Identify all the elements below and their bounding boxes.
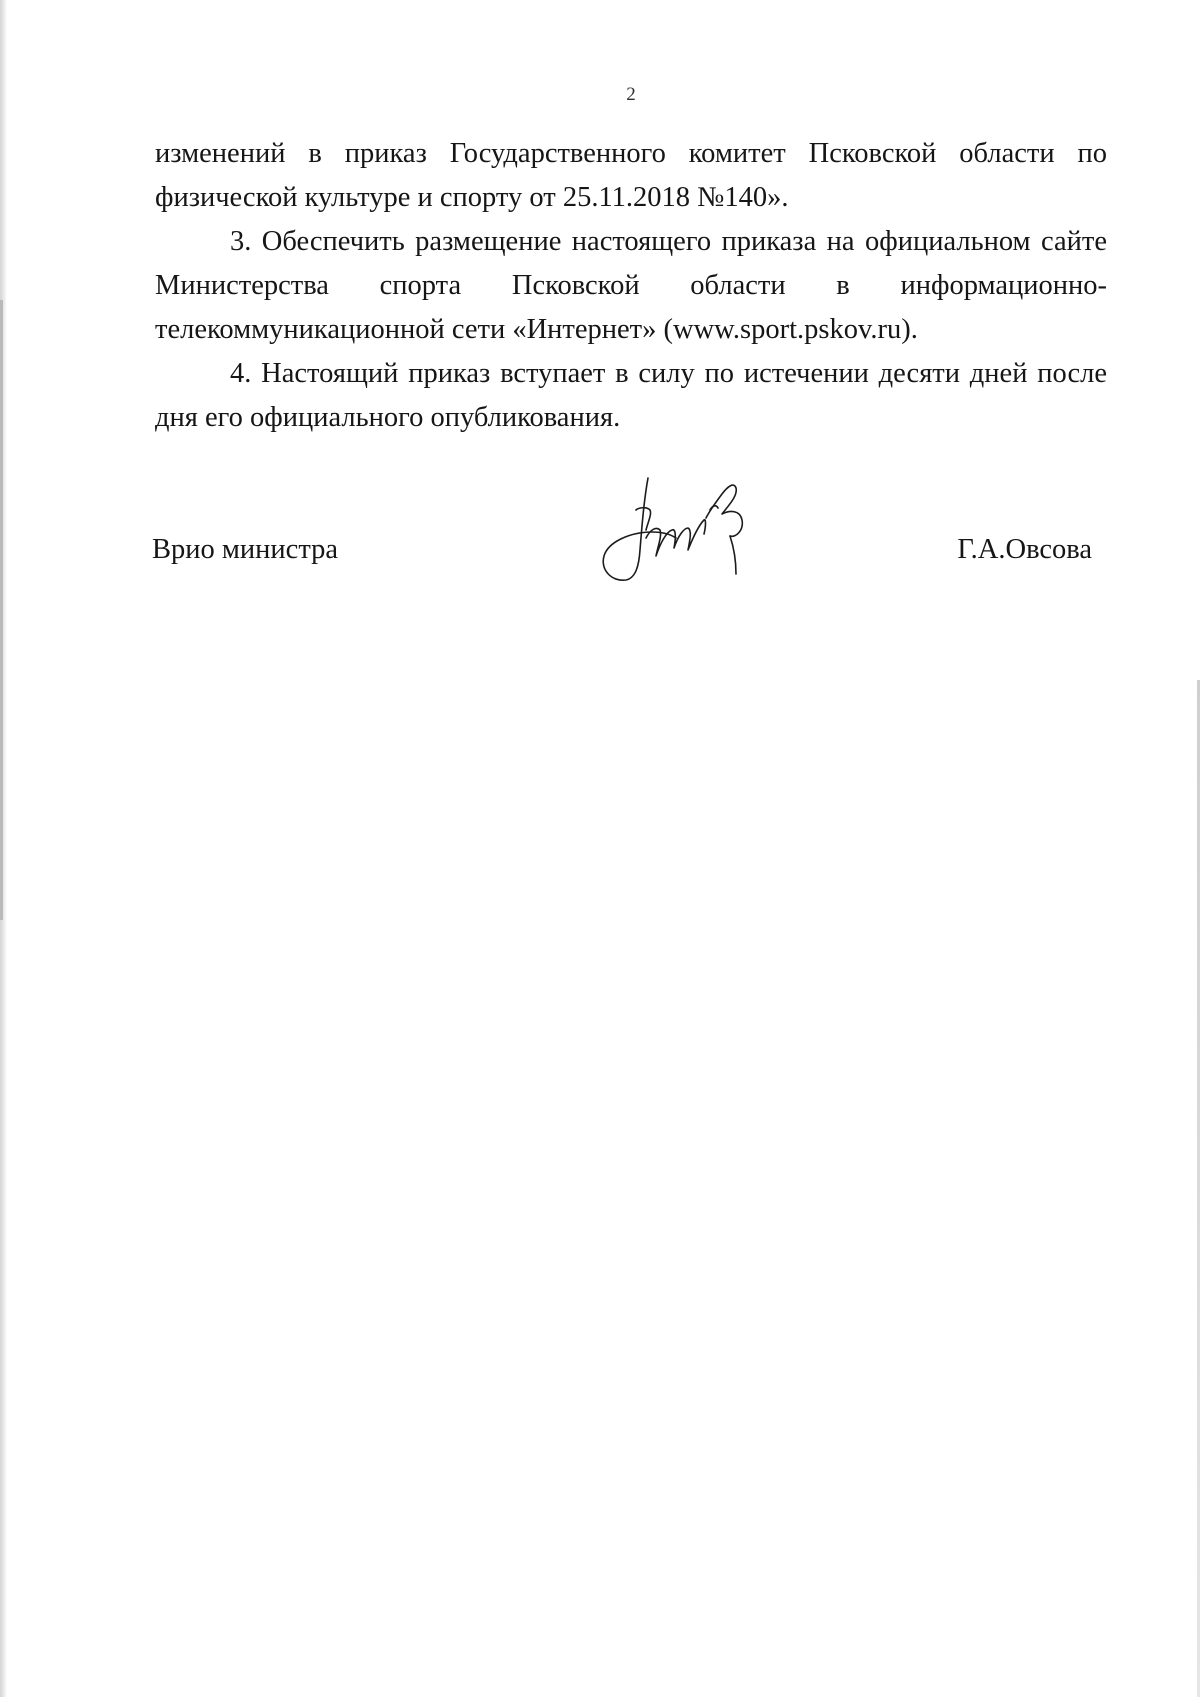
handwritten-signature [590,470,760,590]
page-number: 2 [626,84,636,105]
signatory-name: Г.А.Овсова [957,534,1092,565]
paragraph-item-4: 4. Настоящий приказ вступает в силу по истечении десяти дней после дня его официального опубликования. [155,358,1107,433]
scan-edge-shadow [0,300,3,920]
order-text [155,132,1107,440]
signatory-title: Врио министра [152,534,339,565]
paragraph-continuation: изменений в приказ Государственного комитет Псковской области по физической культуре и спорту от 25.11.2018 №140». [155,138,1107,213]
paragraph-item-3: 3. Обеспечить размещение настоящего приказа на официальном сайте Министерства спорта Псковской области в информационно-телекоммуникационной сети «Интернет» (www.sport.pskov.ru). [155,226,1107,345]
